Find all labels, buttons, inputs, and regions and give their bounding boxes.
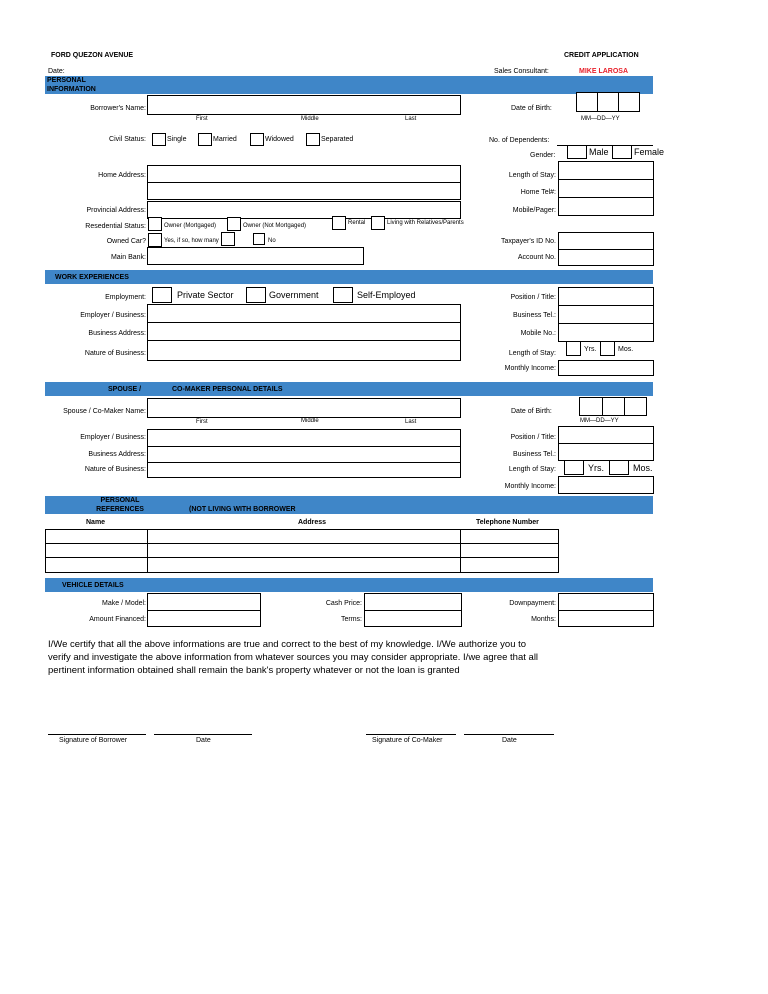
spouse-dob-dd-box[interactable] (602, 397, 625, 416)
dependents-label: No. of Dependents: (489, 137, 550, 144)
first-label: First (196, 116, 208, 122)
owned-car-label: Owned Car? (106, 238, 146, 245)
employment-label: Employment: (105, 294, 146, 301)
certification-line-3: pertinent information obtained shall remain the bank's property whatever or not the loan is granted (48, 665, 460, 676)
borrower-signature-label: Signature of Borrower (59, 737, 128, 744)
work-mobile-field[interactable] (558, 323, 654, 342)
downpayment-field[interactable] (558, 593, 654, 611)
section-title-spouse-b: CO-MAKER PERSONAL DETAILS (172, 386, 283, 393)
work-yrs-box[interactable] (566, 341, 581, 356)
civil-married-label: Married (213, 136, 237, 143)
work-income-field[interactable] (558, 360, 654, 376)
work-employer-field[interactable] (147, 304, 461, 323)
spouse-yrs-box[interactable] (564, 460, 584, 475)
spouse-last-label: Last (405, 419, 417, 425)
residential-status-label: Resedential Status: (85, 223, 146, 230)
residential-rental-label: Rental (348, 220, 366, 226)
dob-format: MM—DD—YY (581, 116, 620, 122)
ref-row2-address[interactable] (147, 543, 461, 558)
residential-relatives-label: Living with Relatives/Parents (387, 220, 464, 226)
civil-separated-checkbox[interactable] (306, 133, 320, 146)
ref-row1-address[interactable] (147, 529, 461, 544)
spouse-dob-label: Date of Birth: (511, 408, 552, 415)
ref-row3-tel[interactable] (460, 557, 559, 573)
owned-car-yes-checkbox[interactable] (148, 233, 162, 247)
ref-row3-address[interactable] (147, 557, 461, 573)
civil-widowed-label: Widowed (265, 136, 294, 143)
spouse-business-tel-field[interactable] (558, 443, 654, 461)
spouse-mos-label: Mos. (633, 463, 653, 473)
ref-row3-name[interactable] (45, 557, 148, 573)
terms-label: Terms: (341, 616, 362, 623)
amount-financed-label: Amount Financed: (89, 616, 146, 623)
spouse-nature-field[interactable] (147, 462, 461, 478)
section-title-work: WORK EXPERIENCES (55, 274, 129, 281)
work-business-tel-label: Business Tel.: (512, 312, 556, 319)
work-yrs-label: Yrs. (584, 346, 597, 353)
spouse-mos-box[interactable] (609, 460, 629, 475)
mobile-pager-field[interactable] (558, 197, 654, 216)
employment-private-label: Private Sector (177, 290, 234, 300)
comaker-date-label: Date (502, 737, 517, 744)
consultant-name: MIKE LAROSA (579, 68, 628, 75)
main-bank-field[interactable] (147, 247, 364, 265)
ref-col-telephone: Telephone Number (476, 519, 539, 526)
main-bank-label: Main Bank: (110, 254, 146, 261)
cash-price-label: Cash Price: (325, 600, 362, 607)
borrower-name-label: Borrower's Name: (90, 105, 146, 112)
owned-car-no-label: No (268, 238, 276, 244)
downpayment-label: Downpayment: (509, 600, 556, 607)
length-of-stay-field[interactable] (558, 161, 654, 180)
spouse-first-label: First (196, 419, 208, 425)
work-mos-box[interactable] (600, 341, 615, 356)
spouse-position-label: Position / Title: (510, 434, 556, 441)
comaker-date-line[interactable] (464, 734, 554, 735)
cash-price-field[interactable] (364, 593, 462, 611)
months-label: Months: (531, 616, 556, 623)
residential-owner-mortgaged-label: Owner (Mortgaged) (164, 223, 217, 229)
spouse-dob-format: MM—DD—YY (580, 418, 619, 424)
employment-private-checkbox[interactable] (152, 287, 172, 303)
section-title-vehicle: VEHICLE DETAILS (62, 582, 124, 589)
owned-car-no-checkbox[interactable] (253, 233, 265, 245)
account-no-field[interactable] (558, 249, 654, 266)
ref-col-address: Address (298, 519, 327, 526)
home-address-field-1[interactable] (147, 165, 461, 183)
spouse-income-field[interactable] (558, 476, 654, 494)
spouse-name-label: Spouse / Co-Maker Name: (63, 408, 146, 415)
amount-financed-field[interactable] (147, 610, 261, 627)
last-label: Last (405, 116, 417, 122)
work-mobile-label: Mobile No.: (520, 330, 556, 337)
work-length-of-stay-label: Length of Stay: (508, 350, 556, 357)
work-business-address-label: Business Address: (88, 330, 146, 337)
borrower-date-line[interactable] (154, 734, 252, 735)
work-position-field[interactable] (558, 287, 654, 306)
work-nature-field[interactable] (147, 340, 461, 361)
ref-row1-tel[interactable] (460, 529, 559, 544)
residential-owner-mortgaged-checkbox[interactable] (148, 217, 162, 231)
civil-single-checkbox[interactable] (152, 133, 166, 146)
employment-self-label: Self-Employed (357, 290, 416, 300)
spouse-position-field[interactable] (558, 426, 654, 444)
spouse-business-tel-label: Business Tel.: (512, 451, 556, 458)
civil-separated-label: Separated (321, 136, 354, 143)
residential-owner-not-mortgaged-checkbox[interactable] (227, 217, 241, 231)
home-tel-field[interactable] (558, 179, 654, 198)
date-label: Date: (48, 68, 65, 75)
work-business-address-field[interactable] (147, 322, 461, 341)
spouse-yrs-label: Yrs. (588, 463, 605, 473)
spouse-length-of-stay-label: Length of Stay: (508, 466, 556, 473)
spouse-business-address-label: Business Address: (88, 451, 146, 458)
work-employer-label: Employer / Business: (80, 312, 146, 319)
comaker-signature-line[interactable] (366, 734, 456, 735)
provincial-address-label: Provincial Address: (86, 207, 146, 214)
gender-label: Gender: (530, 152, 556, 159)
dealer-name: FORD QUEZON AVENUE (51, 52, 134, 59)
spouse-employer-label: Employer / Business: (80, 434, 146, 441)
spouse-employer-field[interactable] (147, 429, 461, 447)
dob-yy-box[interactable] (618, 92, 640, 112)
terms-field[interactable] (364, 610, 462, 627)
civil-status-label: Civil Status: (109, 136, 146, 143)
spouse-business-address-field[interactable] (147, 446, 461, 463)
section-bar-personal (45, 76, 653, 94)
spouse-dob-mm-box[interactable] (579, 397, 603, 416)
spouse-dob-yy-box[interactable] (624, 397, 647, 416)
civil-widowed-checkbox[interactable] (250, 133, 264, 146)
owned-car-count-box[interactable] (221, 232, 235, 246)
civil-married-checkbox[interactable] (198, 133, 212, 146)
provincial-address-field[interactable] (147, 201, 461, 219)
borrower-signature-line[interactable] (48, 734, 146, 735)
home-address-label: Home Address: (98, 172, 146, 179)
mobile-pager-label: Mobile/Pager: (512, 207, 556, 214)
taxpayer-id-label: Taxpayer's ID No. (500, 238, 556, 245)
consultant-label: Sales Consultant: (494, 68, 549, 75)
spouse-name-field[interactable] (147, 398, 461, 418)
taxpayer-id-field[interactable] (558, 232, 654, 250)
home-address-field-2[interactable] (147, 182, 461, 200)
spouse-nature-label: Nature of Business: (84, 466, 146, 473)
ref-row2-tel[interactable] (460, 543, 559, 558)
length-of-stay-label: Length of Stay: (508, 172, 556, 179)
ref-row1-name[interactable] (45, 529, 148, 544)
dob-dd-box[interactable] (597, 92, 619, 112)
section-title-personal: PERSONAL INFORMATION (47, 77, 96, 93)
gender-female-checkbox[interactable] (612, 145, 632, 159)
section-title-spouse-a: SPOUSE / (108, 386, 142, 393)
home-tel-label: Home Tel#: (520, 189, 556, 196)
ref-col-name: Name (86, 519, 106, 526)
residential-relatives-checkbox[interactable] (371, 216, 385, 230)
owned-car-yes-label: Yes, if so, how many (164, 238, 219, 244)
residential-rental-checkbox[interactable] (332, 216, 346, 230)
months-field[interactable] (558, 610, 654, 627)
certification-line-1: I/We certify that all the above informations are true and correct to the best of my knowledge. I/We authorize you to (48, 639, 527, 650)
dob-label: Date of Birth: (511, 105, 552, 112)
gender-male-label: Male (589, 147, 609, 157)
employment-government-label: Government (269, 290, 319, 300)
work-business-tel-field[interactable] (558, 305, 654, 324)
work-position-label: Position / Title: (510, 294, 556, 301)
employment-government-checkbox[interactable] (246, 287, 266, 303)
account-no-label: Account No. (517, 254, 556, 261)
certification-line-2: verify and investigate the above information from whatever sources you may consider appropriate. I/we agree that all (48, 652, 539, 663)
work-income-label: Monthly Income: (504, 365, 556, 372)
section-title-references-b: (NOT LIVING WITH BORROWER (189, 506, 296, 513)
employment-self-checkbox[interactable] (333, 287, 353, 303)
middle-label: Middle (301, 116, 319, 122)
civil-single-label: Single (167, 136, 187, 143)
work-mos-label: Mos. (618, 346, 634, 353)
section-bar-work (45, 270, 653, 284)
gender-male-checkbox[interactable] (567, 145, 587, 159)
section-title-references-a: PERSONAL REFERENCES (96, 497, 144, 513)
form-title: CREDIT APPLICATION (564, 52, 639, 59)
dob-mm-box[interactable] (576, 92, 598, 112)
make-model-field[interactable] (147, 593, 261, 611)
work-nature-label: Nature of Business: (84, 350, 146, 357)
spouse-middle-label: Middle (301, 418, 319, 424)
spouse-income-label: Monthly Income: (504, 483, 556, 490)
comaker-signature-label: Signature of Co-Maker (372, 737, 443, 744)
ref-row2-name[interactable] (45, 543, 148, 558)
section-bar-vehicle (45, 578, 653, 592)
residential-owner-not-mortgaged-label: Owner (Not Mortgaged) (243, 223, 307, 229)
borrower-name-field[interactable] (147, 95, 461, 115)
make-model-label: Make / Model: (102, 600, 146, 607)
gender-female-label: Female (634, 147, 665, 157)
borrower-date-label: Date (196, 737, 211, 744)
